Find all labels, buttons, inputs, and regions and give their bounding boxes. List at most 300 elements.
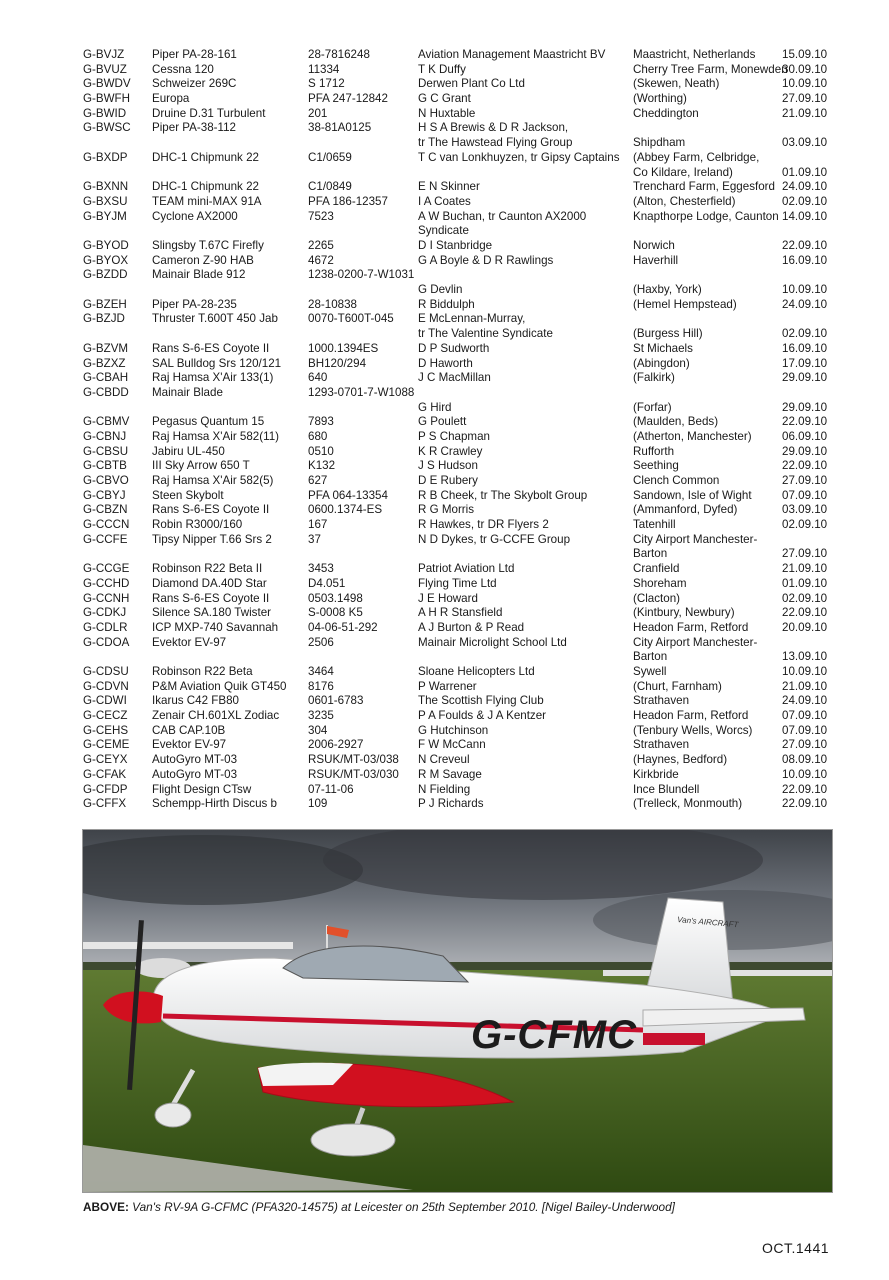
cell-reg: G-BWID <box>83 106 127 120</box>
cell-type: Rans S-6-ES Coyote II <box>152 591 270 605</box>
register-row <box>83 430 843 445</box>
cell-type: CAB CAP.10B <box>152 723 226 737</box>
cell-owner: N Fielding <box>418 782 471 796</box>
register-row <box>83 121 843 150</box>
cell-date: 07.09.10 <box>782 488 828 502</box>
cell-type: Ikarus C42 FB80 <box>152 694 239 708</box>
cell-owner: G C Grant <box>418 92 471 106</box>
registration-marking: G-CFMC <box>471 1013 637 1057</box>
cell-reg: G-CBNJ <box>83 429 127 443</box>
register-row <box>83 371 843 386</box>
cell-owner: N Huxtable <box>418 106 476 120</box>
cell-reg: G-BYOX <box>83 253 129 267</box>
register-row <box>83 518 843 533</box>
cell-location: (Haxby, York) <box>633 283 702 297</box>
cell-owner: J S Hudson <box>418 459 478 473</box>
cell-cn: 28-7816248 <box>308 48 370 61</box>
cell-reg: G-CBDD <box>83 385 129 399</box>
cell-location: Shipdham <box>633 136 686 150</box>
cell-date: 03.09.10 <box>782 136 828 150</box>
cell-type: Evektor EV-97 <box>152 738 227 752</box>
cell-reg: G-CBSU <box>83 444 129 458</box>
cell-location: (Abbey Farm, Celbridge, Co Kildare, Ireland) <box>633 150 760 179</box>
cell-reg: G-CDSU <box>83 665 129 678</box>
cell-location: (Burgess Hill) <box>633 327 703 341</box>
cell-reg: G-CCGE <box>83 562 130 576</box>
cell-owner: E N Skinner <box>418 180 480 194</box>
cell-reg: G-CEME <box>83 738 130 752</box>
cell-reg: G-CCFE <box>83 532 128 546</box>
cell-location: (Alton, Chesterfield) <box>633 194 736 208</box>
cell-reg: G-BZXZ <box>83 356 126 370</box>
cell-type: SAL Bulldog Srs 120/121 <box>152 356 282 370</box>
register-row <box>83 180 843 195</box>
cell-cn: 640 <box>308 371 328 385</box>
cell-reg: G-BXDP <box>83 150 128 164</box>
cell-location: City Airport Manchester- Barton <box>633 532 758 561</box>
cell-type: TEAM mini-MAX 91A <box>152 194 262 208</box>
cell-location: (Ammanford, Dyfed) <box>633 503 738 517</box>
cell-owner: D I Stanbridge <box>418 238 493 252</box>
cell-cn: 3235 <box>308 709 334 723</box>
cell-type: Rans S-6-ES Coyote II <box>152 503 270 517</box>
cell-type: Piper PA-28-161 <box>152 48 237 61</box>
register-row <box>83 577 843 592</box>
cell-date: 27.09.10 <box>782 474 828 488</box>
photo-caption <box>83 1200 843 1214</box>
cell-type: ICP MXP-740 Savannah <box>152 620 279 634</box>
cell-location: Cherry Tree Farm, Monewden <box>633 62 788 76</box>
cell-reg: G-CDWI <box>83 694 127 708</box>
cell-cn: PFA 186-12357 <box>308 194 388 208</box>
cell-cn: 0503.1498 <box>308 591 363 605</box>
cell-location: Headon Farm, Retford <box>633 620 749 634</box>
cell-owner: G A Boyle & D R Rawlings <box>418 253 554 267</box>
cell-reg: G-CBTB <box>83 459 127 473</box>
cell-cn: 1000.1394ES <box>308 341 379 355</box>
cell-date: 16.09.10 <box>782 253 828 267</box>
cell-cn: D4.051 <box>308 576 346 590</box>
cell-location: Norwich <box>633 238 675 252</box>
register-row <box>83 268 843 297</box>
cell-reg: G-CBVO <box>83 474 129 488</box>
cell-reg: G-BZVM <box>83 341 129 355</box>
cell-cn: 627 <box>308 474 328 488</box>
cell-location: (Churt, Farnham) <box>633 679 722 693</box>
cell-reg: G-BYOD <box>83 238 129 252</box>
cell-date: 01.09.10 <box>782 165 828 179</box>
register-row <box>83 415 843 430</box>
cell-date: 21.09.10 <box>782 562 828 576</box>
cell-cn: 2265 <box>308 238 334 252</box>
cell-date: 24.09.10 <box>782 297 828 311</box>
cell-owner: F W McCann <box>418 738 486 752</box>
cell-owner: G Devlin <box>418 283 463 297</box>
cell-reg: G-BZDD <box>83 268 128 282</box>
register-row <box>83 195 843 210</box>
cell-location: City Airport Manchester- Barton <box>633 635 758 664</box>
register-row <box>83 254 843 269</box>
cell-type: Tipsy Nipper T.66 Srs 2 <box>152 532 272 546</box>
register-row <box>83 562 843 577</box>
cell-location: (Worthing) <box>633 92 687 106</box>
cell-location: Maastricht, Netherlands <box>633 48 756 61</box>
cell-location: Rufforth <box>633 444 675 458</box>
cell-reg: G-CFFX <box>83 797 127 811</box>
register-row <box>83 503 843 518</box>
cell-date: 22.09.10 <box>782 238 828 252</box>
register-row <box>83 694 843 709</box>
cell-location: (Haynes, Bedford) <box>633 753 728 767</box>
cell-date: 07.09.10 <box>782 723 828 737</box>
cell-date: 27.09.10 <box>782 738 828 752</box>
cell-location: (Forfar) <box>633 400 672 414</box>
cell-date: 24.09.10 <box>782 180 828 194</box>
cell-type: Piper PA-38-112 <box>152 121 236 135</box>
cell-owner: R Hawkes, tr DR Flyers 2 <box>418 518 549 532</box>
cell-date: 10.09.10 <box>782 283 828 297</box>
cell-owner: Flying Time Ltd <box>418 576 497 590</box>
cell-owner: G Hutchinson <box>418 723 489 737</box>
cell-type: Druine D.31 Turbulent <box>152 106 266 120</box>
register-row <box>83 77 843 92</box>
cell-location: Knapthorpe Lodge, Caunton <box>633 209 779 223</box>
caption-label: ABOVE: <box>83 1200 129 1214</box>
cell-cn: RSUK/MT-03/030 <box>308 767 399 781</box>
cell-location: (Skewen, Neath) <box>633 77 720 91</box>
cell-owner: P J Richards <box>418 797 484 811</box>
cell-type: AutoGyro MT-03 <box>152 767 238 781</box>
register-row <box>83 489 843 504</box>
cell-type: Robinson R22 Beta II <box>152 562 263 576</box>
cell-cn: 28-10838 <box>308 297 357 311</box>
cell-type: III Sky Arrow 650 T <box>152 459 250 473</box>
cell-date: 13.09.10 <box>782 650 828 664</box>
cell-type: Cyclone AX2000 <box>152 209 238 223</box>
cell-owner: T C van Lonkhuyzen, tr Gipsy Captains <box>418 150 620 164</box>
cell-location: (Kintbury, Newbury) <box>633 606 735 620</box>
cell-date: 14.09.10 <box>782 209 828 223</box>
cell-reg: G-CCHD <box>83 576 130 590</box>
cell-location: (Maulden, Beds) <box>633 415 719 429</box>
register-row <box>83 63 843 78</box>
register-row <box>83 92 843 107</box>
cell-cn: 7523 <box>308 209 334 223</box>
cell-owner: A J Burton & P Read <box>418 620 525 634</box>
register-row <box>83 665 843 680</box>
cell-reg: G-BVUZ <box>83 62 127 76</box>
cell-reg: G-BWDV <box>83 77 131 91</box>
cell-date: 21.09.10 <box>782 679 828 693</box>
cell-owner: R Biddulph <box>418 297 475 311</box>
register-row <box>83 445 843 460</box>
cell-reg: G-CECZ <box>83 709 128 723</box>
cell-type: Diamond DA.40D Star <box>152 576 267 590</box>
cell-date: 27.09.10 <box>782 92 828 106</box>
cell-cn: S-0008 K5 <box>308 606 363 620</box>
register-row <box>83 48 843 63</box>
cell-cn: 3464 <box>308 665 334 678</box>
cell-cn: C1/0849 <box>308 180 352 194</box>
cell-type: AutoGyro MT-03 <box>152 753 238 767</box>
cell-owner: D P Sudworth <box>418 341 490 355</box>
register-row <box>83 474 843 489</box>
cell-owner: I A Coates <box>418 194 471 208</box>
cell-reg: G-BYJM <box>83 209 127 223</box>
cell-type: Raj Hamsa X'Air 582(5) <box>152 474 274 488</box>
cell-date: 22.09.10 <box>782 782 828 796</box>
cell-location: Seething <box>633 459 679 473</box>
register-row <box>83 621 843 636</box>
cell-cn: K132 <box>308 459 336 473</box>
cell-cn: 3453 <box>308 562 334 576</box>
cell-owner: K R Crawley <box>418 444 483 458</box>
cell-reg: G-CDLR <box>83 620 128 634</box>
register-row <box>83 210 843 239</box>
cell-date: 08.09.10 <box>782 753 828 767</box>
cell-type: Silence SA.180 Twister <box>152 606 272 620</box>
cell-owner: Derwen Plant Co Ltd <box>418 77 525 91</box>
register-row <box>83 459 843 474</box>
cell-type: Cessna 120 <box>152 62 214 76</box>
cell-reg: G-CBAH <box>83 371 129 385</box>
cell-date: 02.09.10 <box>782 194 828 208</box>
cell-location: Sandown, Isle of Wight <box>633 488 752 502</box>
cell-location: Shoreham <box>633 576 687 590</box>
cell-date: 20.09.10 <box>782 620 828 634</box>
register-row <box>83 298 843 313</box>
cell-cn: S 1712 <box>308 77 345 91</box>
cell-reg: G-BZJD <box>83 312 125 326</box>
cell-reg: G-CCNH <box>83 591 130 605</box>
cell-owner: Mainair Microlight School Ltd <box>418 635 567 649</box>
register-row <box>83 107 843 122</box>
cell-date: 03.09.10 <box>782 503 828 517</box>
cell-date: 24.09.10 <box>782 694 828 708</box>
cell-date: 16.09.10 <box>782 341 828 355</box>
cell-cn: 680 <box>308 429 328 443</box>
cell-reg: G-BXSU <box>83 194 128 208</box>
cell-cn: 201 <box>308 106 328 120</box>
cell-location: Trenchard Farm, Eggesford <box>633 180 775 194</box>
cell-owner: P S Chapman <box>418 429 490 443</box>
register-row <box>83 636 843 665</box>
cell-cn: PFA 247-12842 <box>308 92 388 106</box>
cell-cn: 11334 <box>308 62 340 76</box>
cell-date: 21.09.10 <box>782 106 828 120</box>
cell-date: 29.09.10 <box>782 371 828 385</box>
cell-type: Schweizer 269C <box>152 77 237 91</box>
cell-reg: G-BWSC <box>83 121 131 135</box>
cell-date: 02.09.10 <box>782 518 828 532</box>
cell-owner: N Creveul <box>418 753 470 767</box>
cell-cn: 4672 <box>308 253 334 267</box>
cell-location: (Falkirk) <box>633 371 675 385</box>
cell-location: Kirkbride <box>633 767 679 781</box>
cell-cn: 8176 <box>308 679 334 693</box>
cell-location: (Tenbury Wells, Worcs) <box>633 723 753 737</box>
register-row <box>83 533 843 562</box>
cell-date: 29.09.10 <box>782 400 828 414</box>
aircraft-photo <box>83 830 832 1192</box>
register-row <box>83 768 843 783</box>
register-row <box>83 738 843 753</box>
cell-type: Piper PA-28-235 <box>152 297 237 311</box>
cell-reg: G-CDVN <box>83 679 129 693</box>
cell-date: 30.09.10 <box>782 62 828 76</box>
cell-date: 22.09.10 <box>782 797 828 811</box>
cell-date: 01.09.10 <box>782 576 828 590</box>
cell-type: Raj Hamsa X'Air 133(1) <box>152 371 274 385</box>
cell-type: DHC-1 Chipmunk 22 <box>152 150 259 164</box>
cell-owner: R M Savage <box>418 767 482 781</box>
cell-location: Clench Common <box>633 474 720 488</box>
cell-location: Cranfield <box>633 562 680 576</box>
cell-type: Mainair Blade <box>152 385 223 399</box>
cell-reg: G-CDKJ <box>83 606 127 620</box>
cell-reg: G-CBZN <box>83 503 128 517</box>
cell-reg: G-BVJZ <box>83 48 125 61</box>
cell-type: Robinson R22 Beta <box>152 665 253 678</box>
cell-cn: 04-06-51-292 <box>308 620 378 634</box>
register-row <box>83 783 843 798</box>
cell-location: (Abingdon) <box>633 356 690 370</box>
cell-location: (Clacton) <box>633 591 681 605</box>
cell-date: 07.09.10 <box>782 709 828 723</box>
cell-owner: G Poulett <box>418 415 467 429</box>
cell-cn: 07-11-06 <box>308 782 354 796</box>
cell-location: St Michaels <box>633 341 693 355</box>
cell-type: Pegasus Quantum 15 <box>152 415 265 429</box>
cell-owner: P Warrener <box>418 679 477 693</box>
cell-type: Raj Hamsa X'Air 582(11) <box>152 429 279 443</box>
cell-type: Zenair CH.601XL Zodiac <box>152 709 280 723</box>
cell-date: 02.09.10 <box>782 591 828 605</box>
cell-location: Headon Farm, Retford <box>633 709 749 723</box>
aircraft-register-table <box>83 48 843 812</box>
cell-owner: N D Dykes, tr G-CCFE Group <box>418 532 571 546</box>
cell-cn: 0600.1374-ES <box>308 503 383 517</box>
caption-text: Van's RV-9A G-CFMC (PFA320-14575) at Leicester on 25th September 2010. [Nigel Bailey-Underwood] <box>128 1200 675 1214</box>
cell-date: 06.09.10 <box>782 429 828 443</box>
cell-owner: Sloane Helicopters Ltd <box>418 665 535 678</box>
register-row <box>83 680 843 695</box>
cell-reg: G-CBYJ <box>83 488 126 502</box>
cell-cn: 304 <box>308 723 328 737</box>
register-row <box>83 312 843 341</box>
cell-owner: A W Buchan, tr Caunton AX2000 Syndicate <box>418 209 587 238</box>
cell-type: Schempp-Hirth Discus b <box>152 797 277 811</box>
cell-date: 10.09.10 <box>782 77 828 91</box>
cell-location: Ince Blundell <box>633 782 700 796</box>
cell-owner: The Scottish Flying Club <box>418 694 544 708</box>
cell-location: (Trelleck, Monmouth) <box>633 797 743 811</box>
cell-cn: 38-81A0125 <box>308 121 372 135</box>
cell-reg: G-BZEH <box>83 297 127 311</box>
cell-owner: H S A Brewis & D R Jackson, tr The Hawstead Flying Group <box>418 121 573 150</box>
cell-location: Strathaven <box>633 738 690 752</box>
cell-cn: BH120/294 <box>308 356 367 370</box>
cell-type: Europa <box>152 92 190 106</box>
cell-cn: 2006-2927 <box>308 738 364 752</box>
cell-owner: R B Cheek, tr The Skybolt Group <box>418 488 588 502</box>
cell-date: 17.09.10 <box>782 356 828 370</box>
cell-reg: G-CEHS <box>83 723 129 737</box>
cell-location: Strathaven <box>633 694 690 708</box>
cell-owner: D E Rubery <box>418 474 478 488</box>
cell-type: Robin R3000/160 <box>152 518 243 532</box>
cell-owner: E McLennan-Murray, tr The Valentine Syndicate <box>418 312 553 341</box>
cell-type: Slingsby T.67C Firefly <box>152 238 264 252</box>
cell-location: Tatenhill <box>633 518 676 532</box>
cell-owner: J E Howard <box>418 591 478 605</box>
page-number: OCT.1441 <box>762 1240 830 1256</box>
cell-reg: G-CFDP <box>83 782 128 796</box>
cell-type: DHC-1 Chipmunk 22 <box>152 180 259 194</box>
cell-type: Mainair Blade 912 <box>152 268 246 282</box>
cell-cn: 0601-6783 <box>308 694 364 708</box>
cell-reg: G-CDOA <box>83 635 130 649</box>
register-row <box>83 386 843 415</box>
cell-cn: PFA 064-13354 <box>308 488 388 502</box>
cell-date: 29.09.10 <box>782 444 828 458</box>
tail-logo: Van's AIRCRAFT <box>676 915 739 930</box>
cell-date: 02.09.10 <box>782 327 828 341</box>
cell-reg: G-CBMV <box>83 415 130 429</box>
cell-owner: J C MacMillan <box>418 371 491 385</box>
cell-location: (Hemel Hempstead) <box>633 297 737 311</box>
cell-location: Sywell <box>633 665 667 678</box>
cell-owner: Patriot Aviation Ltd <box>418 562 515 576</box>
register-row <box>83 342 843 357</box>
register-row <box>83 709 843 724</box>
register-row <box>83 592 843 607</box>
register-row <box>83 724 843 739</box>
cell-cn: 2506 <box>308 635 334 649</box>
register-row <box>83 239 843 254</box>
register-row <box>83 151 843 180</box>
cell-reg: G-CFAK <box>83 767 127 781</box>
cell-owner: G Hird <box>418 400 452 414</box>
cell-type: Flight Design CTsw <box>152 782 252 796</box>
cell-date: 10.09.10 <box>782 767 828 781</box>
cell-location: (Atherton, Manchester) <box>633 429 752 443</box>
cell-owner: T K Duffy <box>418 62 466 76</box>
register-row <box>83 753 843 768</box>
cell-type: Cameron Z-90 HAB <box>152 253 254 267</box>
cell-location: Haverhill <box>633 253 679 267</box>
cell-cn: 0070-T600T-045 <box>308 312 394 326</box>
cell-date: 22.09.10 <box>782 606 828 620</box>
register-row <box>83 357 843 372</box>
cell-reg: G-CCCN <box>83 518 130 532</box>
cell-reg: G-BWFH <box>83 92 131 106</box>
cell-owner: P A Foulds & J A Kentzer <box>418 709 547 723</box>
cell-date: 22.09.10 <box>782 415 828 429</box>
register-row <box>83 606 843 621</box>
cell-type: Jabiru UL-450 <box>152 444 225 458</box>
cell-cn: 1238-0200-7-W1031 <box>308 268 415 282</box>
register-row <box>83 797 843 812</box>
cell-reg: G-CEYX <box>83 753 128 767</box>
cell-owner: Aviation Management Maastricht BV <box>418 48 606 61</box>
cell-type: Evektor EV-97 <box>152 635 227 649</box>
cell-type: Rans S-6-ES Coyote II <box>152 341 270 355</box>
cell-cn: 1293-0701-7-W1088 <box>308 385 415 399</box>
cell-type: Thruster T.600T 450 Jab <box>152 312 278 326</box>
cell-owner: A H R Stansfield <box>418 606 503 620</box>
cell-reg: G-BXNN <box>83 180 129 194</box>
